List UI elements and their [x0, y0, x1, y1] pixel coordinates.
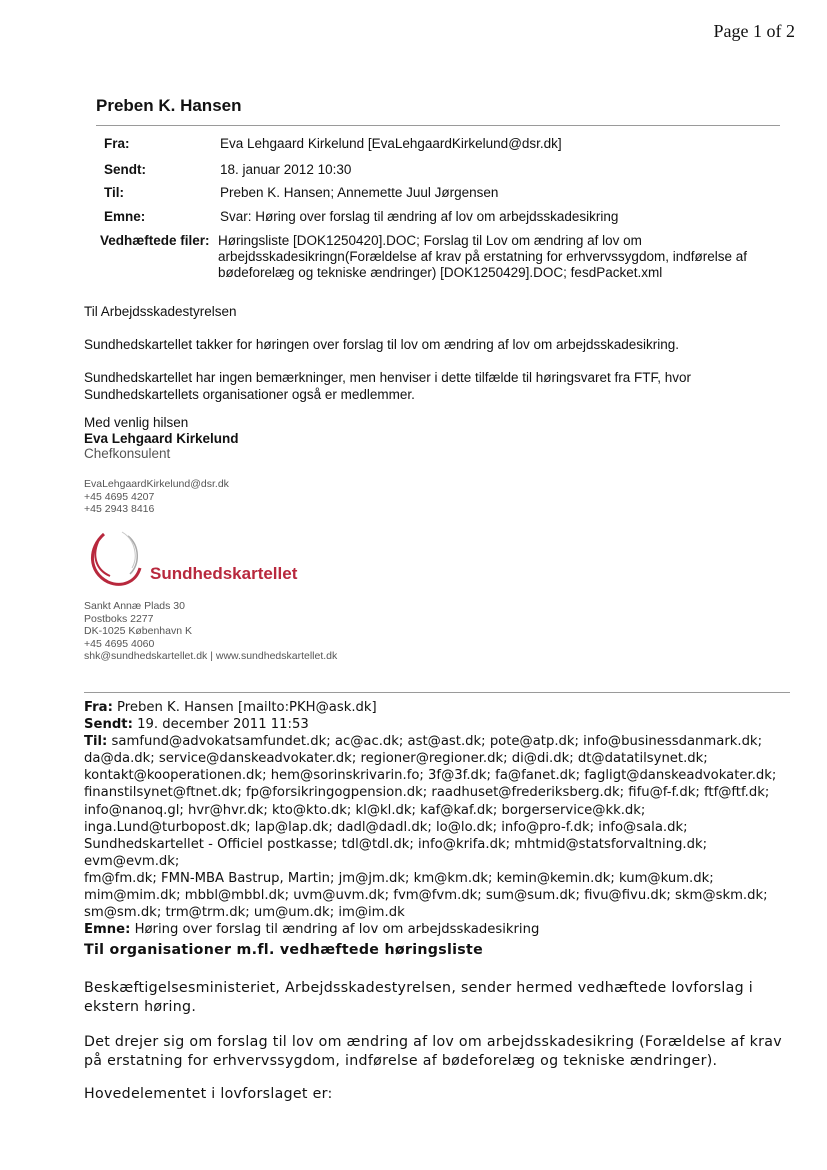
- original-from-row: [84, 699, 796, 716]
- address-line-3: DK-1025 København K: [84, 625, 192, 637]
- recipient-line[interactable]: info@nanoq.gl; hvr@hvr.dk; kto@kto.dk; kl@kl.dk; kaf@kaf.dk; borgerservice@kk.dk;: [84, 802, 646, 818]
- letter-paragraph-2: Det drejer sig om forslag til lov om ændring af lov om arbejdsskadesikring (Forældelse af krav på erstatning for erhvervssygdom, indførelse af bødeforelæg og tekniske ændringer).: [84, 1034, 782, 1069]
- letter-paragraph-1: Beskæftigelsesministeriet, Arbejdsskadestyrelsen, sender hermed vedhæftede lovforslag i ekstern høring.: [84, 980, 753, 1015]
- logo-wordmark: Sundhedskartellet: [150, 564, 298, 583]
- address-line-1: Sankt Annæ Plads 30: [84, 600, 185, 612]
- signer-title: Chefkonsulent: [84, 446, 171, 461]
- original-sent-row: [84, 716, 796, 733]
- recipient-line[interactable]: inga.Lund@turbopost.dk; lap@lap.dk; dadl@dadl.dk; lo@lo.dk; info@pro-f.dk; info@sala.dk;: [84, 819, 688, 835]
- to-value[interactable]: Preben K. Hansen; Annemette Juul Jørgensen: [220, 185, 499, 200]
- sundhedskartellet-logo: [84, 528, 304, 590]
- recipient-line[interactable]: kontakt@kooperationen.dk; hem@sorinskrivarin.fo; 3f@3f.dk; fa@fanet.dk; fagligt@danskeadvokater.dk;: [84, 768, 777, 784]
- original-subject-value: Høring over forslag til ændring af lov om arbejdsskadesikring: [134, 922, 540, 938]
- recipient-line[interactable]: da@da.dk; service@danskeadvokater.dk; regioner@regioner.dk; di@di.dk; dt@datatilsynet.dk;: [84, 751, 708, 767]
- subject-value: Svar: Høring over forslag til ændring af lov om arbejdsskadesikring: [220, 209, 619, 224]
- recipient-line[interactable]: samfund@advokatsamfundet.dk; ac@ac.dk; ast@ast.dk; pote@atp.dk; info@businessdanmark.dk;: [111, 734, 763, 750]
- original-to-label: Til:: [84, 734, 108, 750]
- header-divider: [96, 125, 780, 126]
- signer-email[interactable]: EvaLehgaardKirkelund@dsr.dk: [84, 478, 229, 490]
- address-line-4: +45 4695 4060: [84, 637, 155, 650]
- reply-closing: Med venlig hilsen: [84, 415, 189, 430]
- letter-paragraph-3: Hovedelementet i lovforslaget er:: [84, 1086, 333, 1102]
- reply-paragraph-1: Sundhedskartellet takker for høringen over forslag til lov om ændring af lov om arbejdsskadesikring.: [84, 337, 680, 352]
- attachments-label: Vedhæftede filer:: [100, 233, 210, 248]
- attachments-value[interactable]: Høringsliste [DOK1250420].DOC; Forslag til Lov om ændring af lov om arbejdsskadesikringn(Forældelse af krav på erstatning for erhvervssygdom, indførelse af bødeforelæg og tekniske ændringer) [DOK1250429].DOC; fesdPacket.xml: [218, 233, 747, 280]
- signer-phone-2: +45 2943 8416: [84, 503, 155, 515]
- logo-swirl-icon: [84, 528, 154, 590]
- subject-label: Emne:: [104, 209, 146, 224]
- signer-name: Eva Lehgaard Kirkelund: [84, 431, 239, 446]
- reply-greeting: Til Arbejdsskadestyrelsen: [84, 304, 237, 319]
- page-number: Page 1 of 2: [713, 21, 795, 41]
- to-label: Til:: [104, 185, 124, 200]
- sent-label: Sendt:: [104, 162, 146, 177]
- from-value[interactable]: Eva Lehgaard Kirkelund [EvaLehgaardKirkelund@dsr.dk]: [220, 136, 562, 151]
- letter-heading: Til organisationer m.fl. vedhæftede høringsliste: [84, 942, 484, 958]
- quoted-divider: [84, 692, 790, 693]
- recipient-line[interactable]: finanstilsynet@ftnet.dk; fp@forsikringogpension.dk; raadhuset@frederiksberg.dk; fifu@f-f.dk; ftf@ftf.dk;: [84, 785, 770, 801]
- original-subject-label: Emne:: [84, 922, 131, 938]
- recipient-line[interactable]: mim@mim.dk; mbbl@mbbl.dk; uvm@uvm.dk; fvm@fvm.dk; sum@sum.dk; fivu@fivu.dk; skm@skm.dk;: [84, 888, 768, 904]
- recipient-line[interactable]: Sundhedskartellet - Officiel postkasse; tdl@tdl.dk; info@krifa.dk; mhtmid@statsforvaltning.dk; evm@evm.dk;: [84, 836, 708, 869]
- organisation-address: [84, 600, 404, 663]
- reply-paragraph-2: Sundhedskartellet har ingen bemærkninger, men henviser i dette tilfælde til høringsvaret fra FTF, hvor Sundhedskartellets organisationer også er medlemmer.: [84, 370, 692, 402]
- original-from-label: Fra:: [84, 700, 113, 715]
- signer-contact: [84, 478, 384, 516]
- signer-phone-1: +45 4695 4207: [84, 490, 155, 503]
- address-line-5[interactable]: shk@sundhedskartellet.dk | www.sundhedskartellet.dk: [84, 650, 338, 662]
- from-label: Fra:: [104, 136, 130, 151]
- recipient-line[interactable]: sm@sm.dk; trm@trm.dk; um@um.dk; im@im.dk: [84, 905, 405, 921]
- sent-value: 18. januar 2012 10:30: [220, 162, 352, 177]
- original-to-row: [84, 733, 796, 750]
- address-line-2: Postboks 2277: [84, 612, 154, 625]
- original-sent-label: Sendt:: [84, 717, 133, 733]
- mailbox-owner-name: Preben K. Hansen: [96, 96, 242, 115]
- original-sent-value: 19. december 2011 11:53: [137, 717, 309, 733]
- original-message-header: [84, 699, 796, 938]
- recipient-line[interactable]: fm@fm.dk; FMN-MBA Bastrup, Martin; jm@jm.dk; km@km.dk; kemin@kemin.dk; kum@kum.dk;: [84, 870, 714, 886]
- original-from-value[interactable]: Preben K. Hansen [mailto:PKH@ask.dk]: [117, 700, 377, 715]
- original-subject-row: [84, 921, 796, 938]
